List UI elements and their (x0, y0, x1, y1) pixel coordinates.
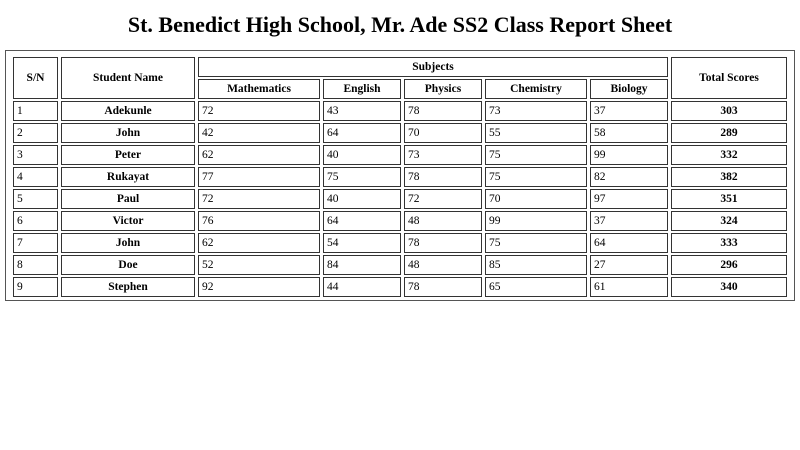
cell-english-score: 75 (323, 167, 401, 187)
cell-mathematics-score: 62 (198, 233, 320, 253)
cell-total-score: 289 (671, 123, 787, 143)
report-table-container (5, 50, 795, 301)
cell-total-score: 351 (671, 189, 787, 209)
cell-biology-score: 82 (590, 167, 668, 187)
cell-physics-score: 78 (404, 233, 482, 253)
cell-mathematics-score: 92 (198, 277, 320, 297)
cell-sn: 1 (13, 101, 58, 121)
cell-english-score: 40 (323, 145, 401, 165)
cell-physics-score: 78 (404, 167, 482, 187)
cell-chemistry-score: 75 (485, 145, 587, 165)
table-body (13, 101, 787, 297)
cell-sn: 4 (13, 167, 58, 187)
cell-chemistry-score: 75 (485, 233, 587, 253)
cell-student-name: Stephen (61, 277, 195, 297)
cell-mathematics-score: 42 (198, 123, 320, 143)
table-row (13, 211, 787, 231)
cell-sn: 7 (13, 233, 58, 253)
header-chemistry: Chemistry (485, 79, 587, 99)
cell-sn: 8 (13, 255, 58, 275)
header-total-scores: Total Scores (671, 57, 787, 99)
cell-student-name: Victor (61, 211, 195, 231)
header-sn: S/N (13, 57, 58, 99)
cell-biology-score: 97 (590, 189, 668, 209)
cell-chemistry-score: 73 (485, 101, 587, 121)
cell-biology-score: 37 (590, 211, 668, 231)
table-row (13, 101, 787, 121)
cell-mathematics-score: 77 (198, 167, 320, 187)
cell-english-score: 64 (323, 211, 401, 231)
cell-chemistry-score: 85 (485, 255, 587, 275)
cell-total-score: 332 (671, 145, 787, 165)
cell-student-name: Peter (61, 145, 195, 165)
cell-english-score: 44 (323, 277, 401, 297)
cell-mathematics-score: 62 (198, 145, 320, 165)
cell-student-name: Doe (61, 255, 195, 275)
cell-english-score: 64 (323, 123, 401, 143)
cell-chemistry-score: 75 (485, 167, 587, 187)
cell-sn: 9 (13, 277, 58, 297)
cell-physics-score: 73 (404, 145, 482, 165)
page-title: St. Benedict High School, Mr. Ade SS2 Class Report Sheet (127, 12, 673, 37)
cell-mathematics-score: 72 (198, 189, 320, 209)
table-header (13, 57, 787, 99)
header-biology: Biology (590, 79, 668, 99)
cell-chemistry-score: 55 (485, 123, 587, 143)
table-row (13, 145, 787, 165)
cell-biology-score: 37 (590, 101, 668, 121)
cell-physics-score: 48 (404, 211, 482, 231)
table-row (13, 233, 787, 253)
cell-student-name: Paul (61, 189, 195, 209)
header-row-top (13, 57, 787, 77)
cell-total-score: 333 (671, 233, 787, 253)
cell-physics-score: 78 (404, 101, 482, 121)
cell-mathematics-score: 76 (198, 211, 320, 231)
cell-mathematics-score: 72 (198, 101, 320, 121)
cell-physics-score: 72 (404, 189, 482, 209)
header-english: English (323, 79, 401, 99)
cell-biology-score: 99 (590, 145, 668, 165)
cell-biology-score: 27 (590, 255, 668, 275)
header-student-name: Student Name (61, 57, 195, 99)
cell-chemistry-score: 99 (485, 211, 587, 231)
header-physics: Physics (404, 79, 482, 99)
cell-total-score: 382 (671, 167, 787, 187)
cell-english-score: 40 (323, 189, 401, 209)
cell-chemistry-score: 65 (485, 277, 587, 297)
cell-student-name: Adekunle (61, 101, 195, 121)
cell-biology-score: 64 (590, 233, 668, 253)
cell-sn: 2 (13, 123, 58, 143)
cell-sn: 6 (13, 211, 58, 231)
header-subjects: Subjects (198, 57, 668, 77)
cell-student-name: Rukayat (61, 167, 195, 187)
cell-physics-score: 78 (404, 277, 482, 297)
cell-physics-score: 70 (404, 123, 482, 143)
header-mathematics: Mathematics (198, 79, 320, 99)
cell-english-score: 84 (323, 255, 401, 275)
cell-student-name: John (61, 123, 195, 143)
table-row (13, 189, 787, 209)
cell-sn: 5 (13, 189, 58, 209)
cell-sn: 3 (13, 145, 58, 165)
cell-total-score: 296 (671, 255, 787, 275)
cell-chemistry-score: 70 (485, 189, 587, 209)
cell-biology-score: 58 (590, 123, 668, 143)
cell-biology-score: 61 (590, 277, 668, 297)
cell-physics-score: 48 (404, 255, 482, 275)
cell-total-score: 324 (671, 211, 787, 231)
cell-total-score: 303 (671, 101, 787, 121)
table-row (13, 167, 787, 187)
report-table (10, 55, 790, 299)
table-row (13, 277, 787, 297)
cell-english-score: 54 (323, 233, 401, 253)
table-row (13, 255, 787, 275)
cell-student-name: John (61, 233, 195, 253)
cell-english-score: 43 (323, 101, 401, 121)
cell-total-score: 340 (671, 277, 787, 297)
cell-mathematics-score: 52 (198, 255, 320, 275)
table-row (13, 123, 787, 143)
